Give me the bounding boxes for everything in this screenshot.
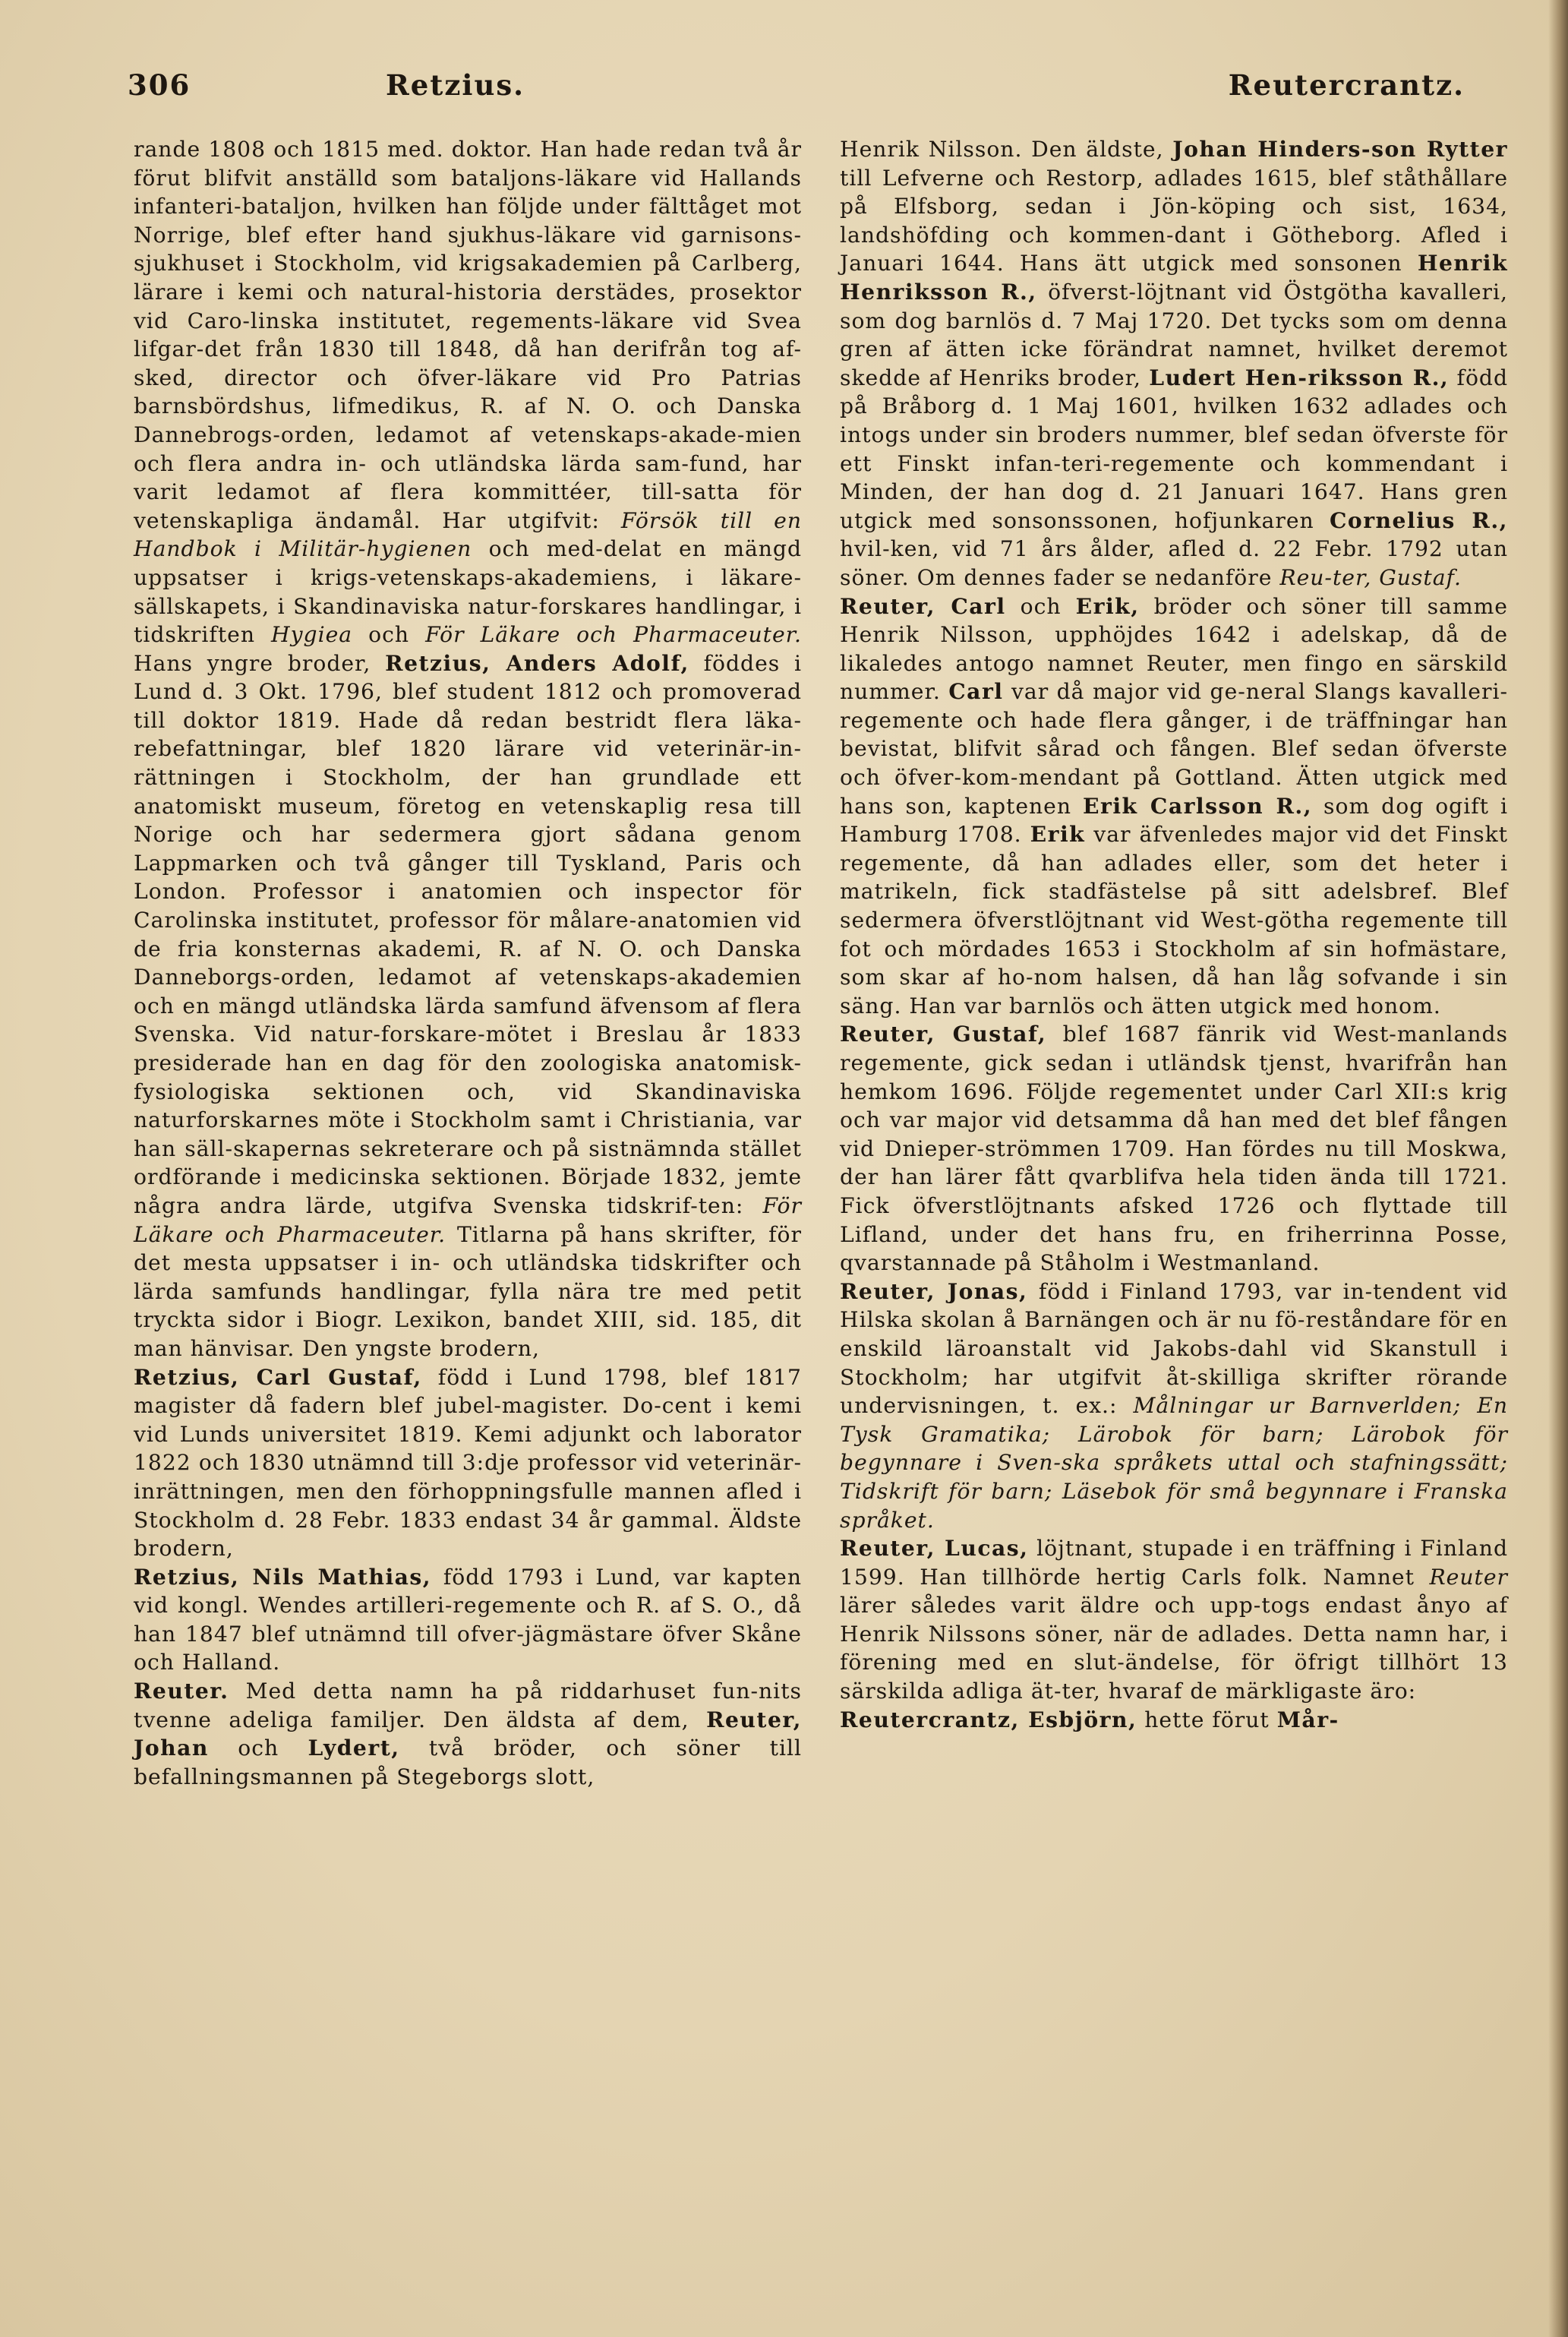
paragraph	[840, 592, 1508, 1021]
paragraph	[134, 135, 802, 1363]
entry-name: Reutercrantz, Esbjörn,	[840, 1707, 1137, 1732]
entry-name: Cornelius R.,	[1329, 507, 1508, 533]
paragraph	[134, 1363, 802, 1563]
right-text-column	[840, 135, 1508, 1734]
body-text: och	[352, 622, 426, 648]
body-text: bröder och söner till samme Henrik Nilsson, upphöjdes 1642 i adelskap, då de likaledes antogo namnet Reuter, men fingo en särskild nummer.	[840, 593, 1508, 705]
entry-name: Reuter, Carl	[840, 593, 1006, 619]
body-text: öfverst-löjtnant vid Östgötha kavalleri, som dog barnlös d. 7 Maj 1720. Det tycks som om denna gren af ätten icke förändrat namnet, hvilket deremot skedde af Henriks broder,	[840, 279, 1508, 390]
body-text: född på Bråborg d. 1 Maj 1601, hvilken 1632 adlades och intogs under sin broders nummer, blef sedan öfverste för ett Finskt infan-teri-regemente och kommendant i Minden, der han dog d. 21 Januari 1647. Hans gren utgick med sonsonssonen, hofjunkaren	[840, 365, 1508, 533]
body-text: Titlarna på hans skrifter, för det mesta uppsatser i in- och utländska tidskrifter och lärda samfunds handlingar, fylla nära tre med petit tryckta sidor i Biogr. Lexikon, bandet XIII, sid. 185, dit man hänvisar. Den yngste brodern,	[134, 1221, 802, 1361]
left-running-head: Retzius.	[386, 68, 525, 102]
body-text: var äfvenledes major vid det Finskt regemente, då han adlades eller, som det heter i matrikeln, fick stadfästelse på sitt adelsbref. Blef sedermera öfverstlöjtnant vid West-götha regemente till fot och mördades 1653 i Stockholm af sin hofmästare, som skar af ho-nom halsen, då han låg sofvande i sin säng. Han var barnlös och ätten utgick med honom.	[840, 822, 1508, 1018]
entry-name: Johan Hinders-son Rytter	[1172, 137, 1508, 162]
body-text: Hans yngre broder,	[134, 650, 386, 676]
page-number: 306	[128, 68, 191, 102]
italic-title: För Läkare och Pharmaceuter.	[425, 622, 802, 648]
body-text: löjtnant, stupade i en träffning i Finland 1599. Han tillhörde hertig Carls folk. Namnet	[840, 1536, 1508, 1590]
body-text: och	[208, 1735, 308, 1761]
entry-name: Erik	[1030, 822, 1086, 848]
entry-name: Reuter, Jonas,	[840, 1278, 1028, 1304]
body-text: var då major vid ge-neral Slangs kavalleri-regemente och hade flera gånger, i de träffningar han bevistat, blifvit sårad och fången. Blef sedan öfverste och öfver-kom-mendant på Gottland. Ätten utgick med hans son, kaptenen	[840, 679, 1508, 819]
body-text: född 1793 i Lund, var kapten vid kongl. Wendes artilleri-regemente och R. af S. O., då han 1847 blef utnämnd till ofver-jägmästare öfver Skåne och Halland.	[134, 1564, 802, 1675]
body-text: till Lefverne och Restorp, adlades 1615, blef ståthållare på Elfsborg, sedan i Jön-köping och sist, 1634, landshöfding och kommen-dant i Götheborg. Afled i Januari 1644. Hans ätt utgick med sonsonen	[840, 165, 1508, 276]
paragraph	[840, 1706, 1508, 1735]
entry-name: Erik Carlsson R.,	[1082, 793, 1313, 819]
body-text: hvil-ken, vid 71 års ålder, afled d. 22 Febr. 1792 utan söner. Om dennes fader se nedanföre	[840, 536, 1508, 590]
paragraph	[840, 1534, 1508, 1706]
body-text: Henrik Nilsson. Den äldste,	[840, 137, 1173, 162]
entry-name: Henrik Henriksson R.,	[840, 251, 1508, 305]
body-text: föddes i Lund d. 3 Okt. 1796, blef student 1812 och promoverad till doktor 1819. Hade då redan bestridt flera läka-rebefattningar, blef 1820 lärare vid veterinär-in-rättningen i Stockholm, der han grundlade ett anatomiskt museum, företog en vetenskaplig resa till Norige och har sedermera gjort sådana genom Lappmarken och två gånger till Tyskland, Paris och London. Professor i anatomien och inspector för Carolinska institutet, professor för målare-anatomien vid de fria konsternas akademi, R. af N. O. och Danska Danneborgs-orden, ledamot af vetenskaps-akademien och en mängd utländska lärda samfund äfvensom af flera Svenska. Vid natur-forskare-mötet i Breslau år 1833 presiderade han en dag för den zoologiska anatomisk-fysiologiska sektionen och, vid Skandinaviska naturforskarnes möte i Stockholm samt i Christiania, var han säll-skapernas sekreterare och på sistnämnda stället ordförande i medicinska sektionen. Började 1832, jemte några andra lärde, utgifva Svenska tidskrif-ten:	[134, 650, 803, 1218]
entry-name: Retzius, Nils Mathias,	[134, 1564, 432, 1590]
paragraph	[840, 1020, 1508, 1277]
paragraph	[840, 135, 1508, 592]
italic-title: Reu-ter, Gustaf.	[1279, 564, 1462, 590]
body-text: och med-delat en mängd uppsatser i krigs-vetenskaps-akademiens, i läkare-sällskapets, i Skandinaviska natur-forskares handlingar, i tidskriften	[134, 536, 802, 648]
italic-title: Reuter	[1429, 1564, 1508, 1590]
entry-name: Lydert,	[308, 1735, 400, 1761]
entry-name: Carl	[948, 679, 1004, 705]
body-text: Med detta namn ha på riddarhuset fun-nits tvenne adeliga familjer. Den äldsta af dem,	[134, 1679, 802, 1732]
body-text: född i Lund 1798, blef 1817 magister då fadern blef jubel-magister. Do-cent i kemi vid Lunds universitet 1819. Kemi adjunkt och laborator 1822 och 1830 utnämnd till 3:dje professor vid veterinär-inrättningen, men den förhoppningsfulle mannen afled i Stockholm d. 28 Febr. 1833 endast 34 år gammal. Äldste brodern,	[134, 1364, 802, 1562]
italic-title: Försök till en Handbok i Militär-hygienen	[134, 507, 802, 562]
paragraph	[840, 1277, 1508, 1534]
entry-name: Ludert Hen-riksson R.,	[1149, 365, 1450, 390]
body-text: född i Finland 1793, var in-tendent vid Hilska skolan å Barnängen och är nu fö-reståndare för en enskild läroanstalt vid Jakobs-dahl vid Skanstull i Stockholm; har utgifvit åt-skilliga skrifter rörande undervisningen, t. ex.:	[840, 1278, 1508, 1419]
entry-name: Reuter, Johan	[134, 1707, 802, 1761]
italic-title: Målningar ur Barnverlden; En Tysk Gramatika; Lärobok för barn; Lärobok för begynnare i Sven-ska språkets uttal och stafningssätt; Tidskrift för barn; Läsebok för små begynnare i Franska språket.	[840, 1393, 1508, 1533]
body-text: två bröder, och söner till befallningsmannen på Stegeborgs slott,	[134, 1735, 802, 1789]
entry-name: Erik,	[1075, 593, 1140, 619]
body-text: lärer således varit äldre och upp-togs endast ånyo af Henrik Nilssons söner, när de adlades. Detta namn har, i förening med en slut-ändelse, för öfrigt tillhört 13 särskilda adliga ät-ter, hvaraf de märkligaste äro:	[840, 1593, 1508, 1704]
left-text-column	[134, 135, 802, 1791]
body-text: hette förut	[1137, 1707, 1277, 1732]
entry-name: Retzius, Carl Gustaf,	[134, 1364, 422, 1390]
body-text: och	[1005, 593, 1076, 619]
running-header	[128, 68, 1495, 122]
page-spine-shadow	[1548, 0, 1568, 2337]
entry-name: Mår-	[1276, 1707, 1339, 1732]
paragraph	[134, 1677, 802, 1791]
body-text: rande 1808 och 1815 med. doktor. Han hade redan två år förut blifvit anställd som bataljons-läkare vid Hallands infanteri-bataljon, hvilken han följde under fälttåget mot Norrige, blef efter hand sjukhus-läkare vid garnisons-sjukhuset i Stockholm, vid krigsakademien på Carlberg, lärare i kemi och natural-historia derstädes, prosektor vid Caro-linska institutet, regements-läkare vid Svea lifgar-det från 1830 till 1848, då han derifrån tog af-sked, director och öfver-läkare vid Pro Patrias barnsbördshus, lifmedikus, R. af N. O. och Danska Dannebrogs-orden, ledamot af vetenskaps-akade-mien och flera andra in- och utländska lärda sam-fund, har varit ledamot af flera kommittéer, till-satta för vetenskapliga ändamål. Har utgifvit:	[134, 137, 802, 533]
paragraph	[134, 1563, 802, 1677]
italic-title: Hygiea	[271, 622, 353, 648]
italic-title: För Läkare och Pharmaceuter.	[134, 1192, 802, 1247]
entry-name: Reuter.	[134, 1679, 229, 1704]
entry-name: Reuter, Lucas,	[840, 1536, 1029, 1562]
body-text: som dog ogift i Hamburg 1708.	[840, 793, 1508, 848]
body-text: blef 1687 fänrik vid West-manlands regemente, gick sedan i utländsk tjenst, hvarifrån han hemkom 1696. Följde regementet under Carl XII:s krig och var major vid detsamma då han med det blef fången vid Dnieper-strömmen 1709. Han fördes nu till Moskwa, der han lärer fått qvarblifva hela tiden ända till 1721. Fick öfverstlöjtnants afsked 1726 och flyttade till Lifland, under det hans fru, en friherrinna Posse, qvarstannade på Ståholm i Westmanland.	[840, 1022, 1508, 1276]
entry-name: Retzius, Anders Adolf,	[385, 650, 689, 676]
right-running-head: Reutercrantz.	[1228, 68, 1465, 102]
entry-name: Reuter, Gustaf,	[840, 1022, 1047, 1047]
